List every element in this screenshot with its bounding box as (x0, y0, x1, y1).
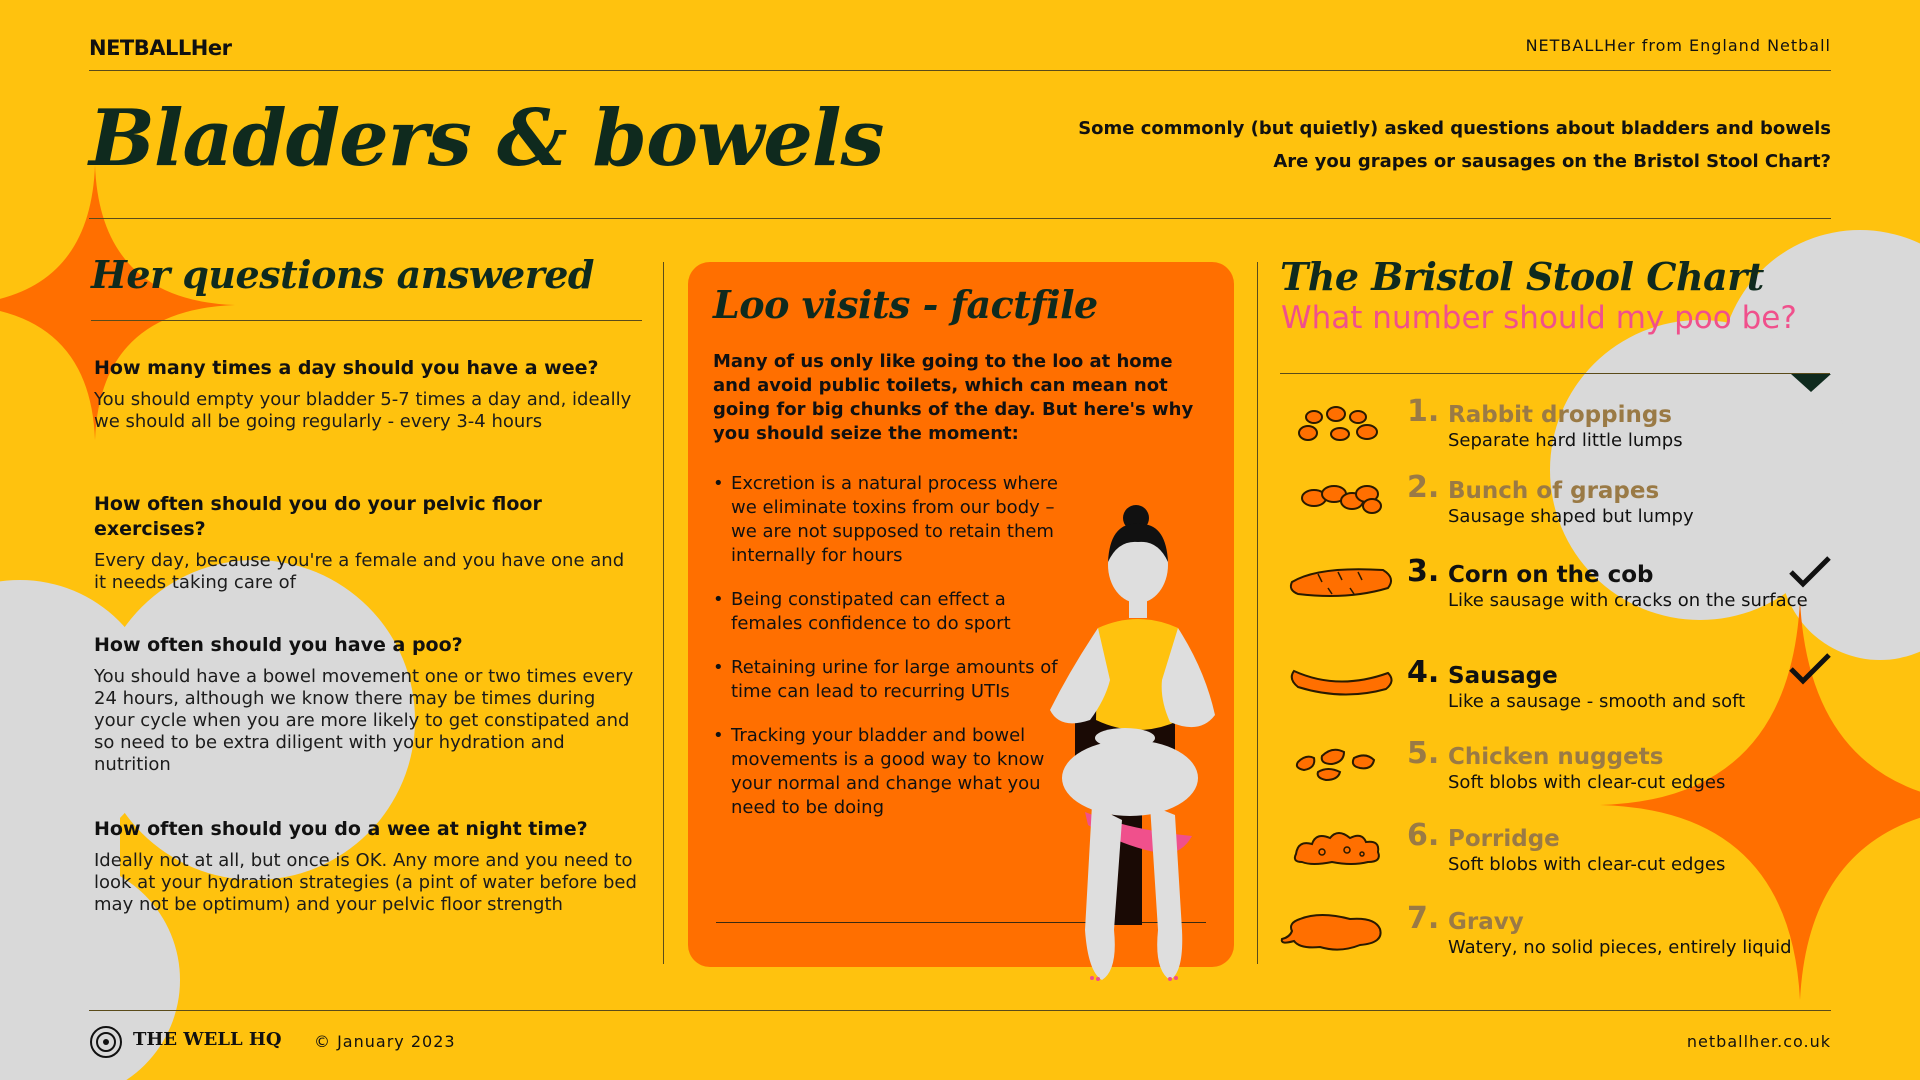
netballher-logo[interactable]: NETBALLHer (89, 36, 232, 60)
answer-text: Every day, because you're a female and you have one and it needs taking care of (94, 550, 625, 593)
intro-line-1: Some commonly (but quietly) asked questions about bladders and bowels (1078, 118, 1831, 139)
stool-type-5 (1280, 736, 1840, 812)
stool-description: Soft blobs with clear-cut edges (1448, 854, 1726, 875)
header-divider (89, 70, 1831, 71)
stool-name: Corn on the cob (1448, 562, 1654, 588)
stool-illustration (1280, 907, 1390, 957)
stool-type-1 (1280, 394, 1840, 470)
factfile-bullet: • Retaining urine for large amounts of time can lead to recurring UTIs (713, 656, 1058, 704)
chevron-down-icon (1791, 374, 1831, 394)
page-title: Bladders & bowels (89, 93, 884, 184)
stool-number: 2. (1407, 470, 1440, 505)
stool-number: 6. (1407, 818, 1440, 853)
stool-illustration (1288, 657, 1398, 707)
woman-on-toilet-illustration (1030, 500, 1220, 990)
question-text: How many times a day should you have a wee? (94, 357, 599, 379)
footer-url-link[interactable]: netballher.co.uk (1686, 1032, 1831, 1051)
stool-name: Porridge (1448, 826, 1560, 852)
stool-illustration (1292, 742, 1392, 792)
qa-item-poo-frequency (94, 633, 639, 776)
well-hq-logo-icon (89, 1025, 123, 1059)
stool-type-6 (1280, 818, 1840, 894)
factfile-bullet: • Being constipated can effect a females confidence to do sport (713, 588, 1058, 636)
factfile-bullets (713, 472, 1058, 840)
footer-brand[interactable]: THE WELL HQ (133, 1029, 282, 1050)
stool-illustration (1292, 476, 1392, 526)
questions-section-title: Her questions answered (91, 252, 594, 297)
answer-text: Ideally not at all, but once is OK. Any more and you need to look at your hydration strategies (a pint of water before bed may not be optimum) and your pelvic floor strength (94, 850, 637, 915)
stool-number: 3. (1407, 554, 1440, 589)
stool-number: 7. (1407, 901, 1440, 936)
question-text: How often should you do your pelvic floor exercises? (94, 493, 542, 540)
question-text: How often should you have a poo? (94, 634, 463, 656)
stool-description: Watery, no solid pieces, entirely liquid (1448, 937, 1792, 958)
stool-illustration (1292, 400, 1392, 450)
stool-name: Chicken nuggets (1448, 744, 1664, 770)
stool-description: Soft blobs with clear-cut edges (1448, 772, 1726, 793)
factfile-bullet: • Tracking your bladder and bowel movements is a good way to know your normal and change what you need to be doing (713, 724, 1058, 820)
question-text: How often should you do a wee at night time? (94, 818, 588, 840)
stool-name: Bunch of grapes (1448, 478, 1660, 504)
factfile-title: Loo visits - factfile (713, 282, 1098, 327)
qa-item-pelvic-floor (94, 492, 639, 594)
stool-description: Like sausage with cracks on the surface (1448, 590, 1808, 611)
stool-chart-subtitle: What number should my poo be? (1281, 300, 1797, 336)
stool-description: Separate hard little lumps (1448, 430, 1683, 451)
qa-item-night-wee (94, 817, 639, 916)
questions-divider (91, 320, 642, 321)
intro-line-2: Are you grapes or sausages on the Bristol Stool Chart? (1273, 151, 1831, 172)
stool-illustration (1288, 560, 1398, 610)
factfile-bullet: • Excretion is a natural process where we eliminate toxins from our body – we are not supposed to retain them internally for hours (713, 472, 1058, 568)
stool-name: Rabbit droppings (1448, 402, 1672, 428)
title-divider (89, 218, 1831, 219)
footer-divider (89, 1010, 1831, 1011)
stool-type-4 (1280, 655, 1840, 731)
header-intro (1078, 112, 1831, 178)
stool-description: Sausage shaped but lumpy (1448, 506, 1694, 527)
stool-type-3 (1280, 554, 1840, 630)
stool-name: Gravy (1448, 909, 1524, 935)
header-tagline: NETBALLHer from England Netball (1525, 36, 1831, 55)
stool-number: 5. (1407, 736, 1440, 771)
column-divider-left (663, 262, 664, 964)
stool-number: 1. (1407, 394, 1440, 429)
stool-type-2 (1280, 470, 1840, 546)
column-divider-right (1257, 262, 1258, 964)
answer-text: You should empty your bladder 5-7 times a day and, ideally we should all be going regularly - every 3-4 hours (94, 389, 632, 432)
qa-item-wee-frequency (94, 356, 639, 433)
footer-date: © January 2023 (314, 1032, 456, 1051)
stool-type-7 (1280, 901, 1840, 977)
stool-name: Sausage (1448, 663, 1558, 689)
answer-text: You should have a bowel movement one or two times every 24 hours, although we know there may be times during your cycle when you are more likely to get constipated and so need to be extra diligent with your hydration and nutrition (94, 666, 634, 775)
check-icon (1788, 554, 1832, 588)
stool-chart-divider (1280, 373, 1830, 374)
stool-description: Like a sausage - smooth and soft (1448, 691, 1746, 712)
check-icon (1788, 651, 1832, 685)
factfile-intro: Many of us only like going to the loo at home and avoid public toilets, which can mean not going for big chunks of the day. But here's why you should seize the moment: (713, 351, 1194, 444)
stool-chart-title: The Bristol Stool Chart (1280, 254, 1764, 299)
stool-illustration (1292, 824, 1392, 874)
stool-number: 4. (1407, 655, 1440, 690)
